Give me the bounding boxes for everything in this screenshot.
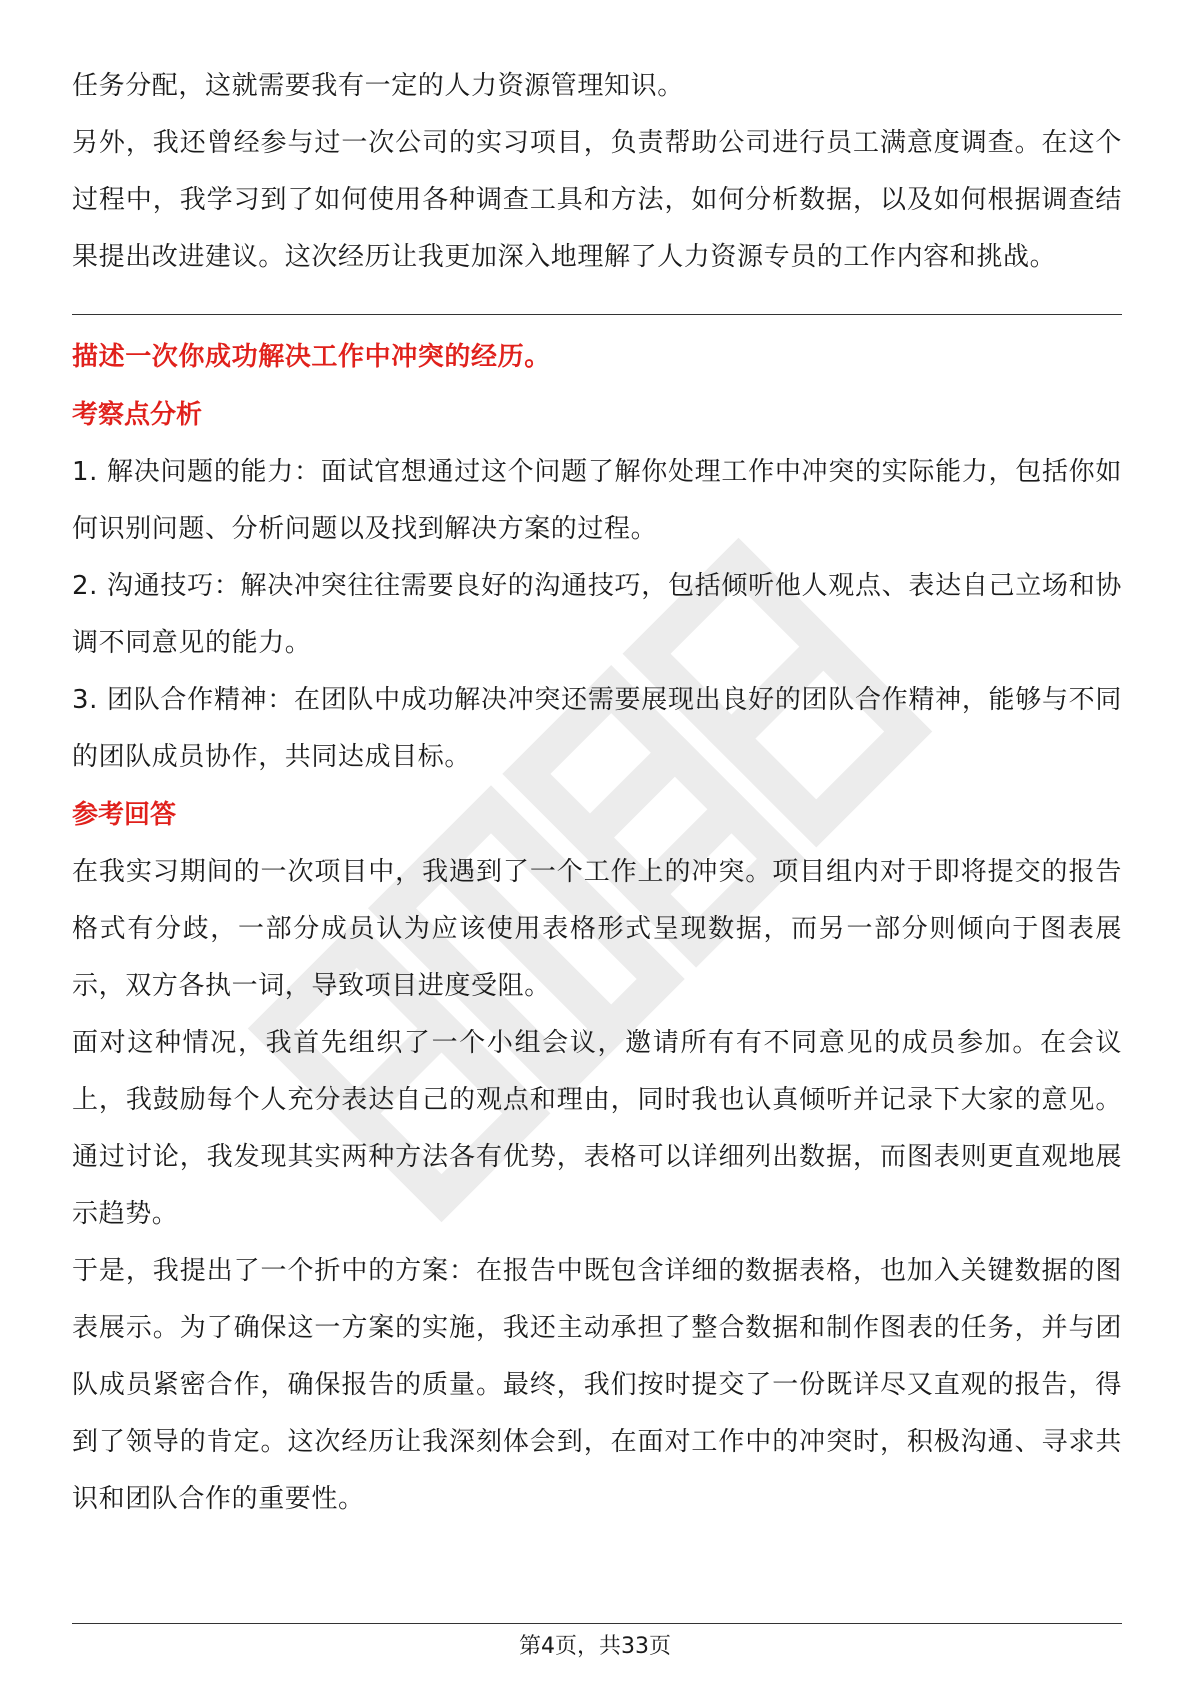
analysis-item: 2. 沟通技巧：解决冲突往往需要良好的沟通技巧，包括倾听他人观点、表达自己立场和协调不同意见的能力。 <box>72 571 1122 658</box>
analysis-heading: 考察点分析 <box>72 400 203 430</box>
page-number: 第4页，共33页 <box>519 1634 671 1659</box>
intro-paragraph: 另外，我还曾经参与过一次公司的实习项目，负责帮助公司进行员工满意度调查。在这个过程中，我学习到了如何使用各种调查工具和方法，如何分析数据，以及如何根据调查结果提出改进建议。这次经历让我更加深入地理解了人力资源专员的工作内容和挑战。 <box>72 128 1122 272</box>
answer-heading: 参考回答 <box>72 800 177 830</box>
page-content <box>72 58 1122 1528</box>
analysis-item: 1. 解决问题的能力：面试官想通过这个问题了解你处理工作中冲突的实际能力，包括你如何识别问题、分析问题以及找到解决方案的过程。 <box>72 457 1122 544</box>
answer-paragraph: 于是，我提出了一个折中的方案：在报告中既包含详细的数据表格，也加入关键数据的图表展示。为了确保这一方案的实施，我还主动承担了整合数据和制作图表的任务，并与团队成员紧密合作，确保报告的质量。最终，我们按时提交了一份既详尽又直观的报告，得到了领导的肯定。这次经历让我深刻体会到，在面对工作中的冲突时，积极沟通、寻求共识和团队合作的重要性。 <box>72 1256 1122 1514</box>
question-heading: 描述一次你成功解决工作中冲突的经历。 <box>72 342 551 372</box>
section-divider <box>72 314 1122 315</box>
footer-divider <box>72 1623 1122 1624</box>
answer-paragraph: 在我实习期间的一次项目中，我遇到了一个工作上的冲突。项目组内对于即将提交的报告格式有分歧，一部分成员认为应该使用表格形式呈现数据，而另一部分则倾向于图表展示，双方各执一词，导致项目进度受阻。 <box>72 857 1122 1001</box>
intro-paragraph: 任务分配，这就需要我有一定的人力资源管理知识。 <box>72 71 684 101</box>
answer-paragraph: 面对这种情况，我首先组织了一个小组会议，邀请所有有不同意见的成员参加。在会议上，我鼓励每个人充分表达自己的观点和理由，同时我也认真倾听并记录下大家的意见。通过讨论，我发现其实两种方法各有优势，表格可以详细列出数据，而图表则更直观地展示趋势。 <box>72 1028 1122 1229</box>
analysis-item: 3. 团队合作精神：在团队中成功解决冲突还需要展现出良好的团队合作精神，能够与不同的团队成员协作，共同达成目标。 <box>72 685 1122 772</box>
